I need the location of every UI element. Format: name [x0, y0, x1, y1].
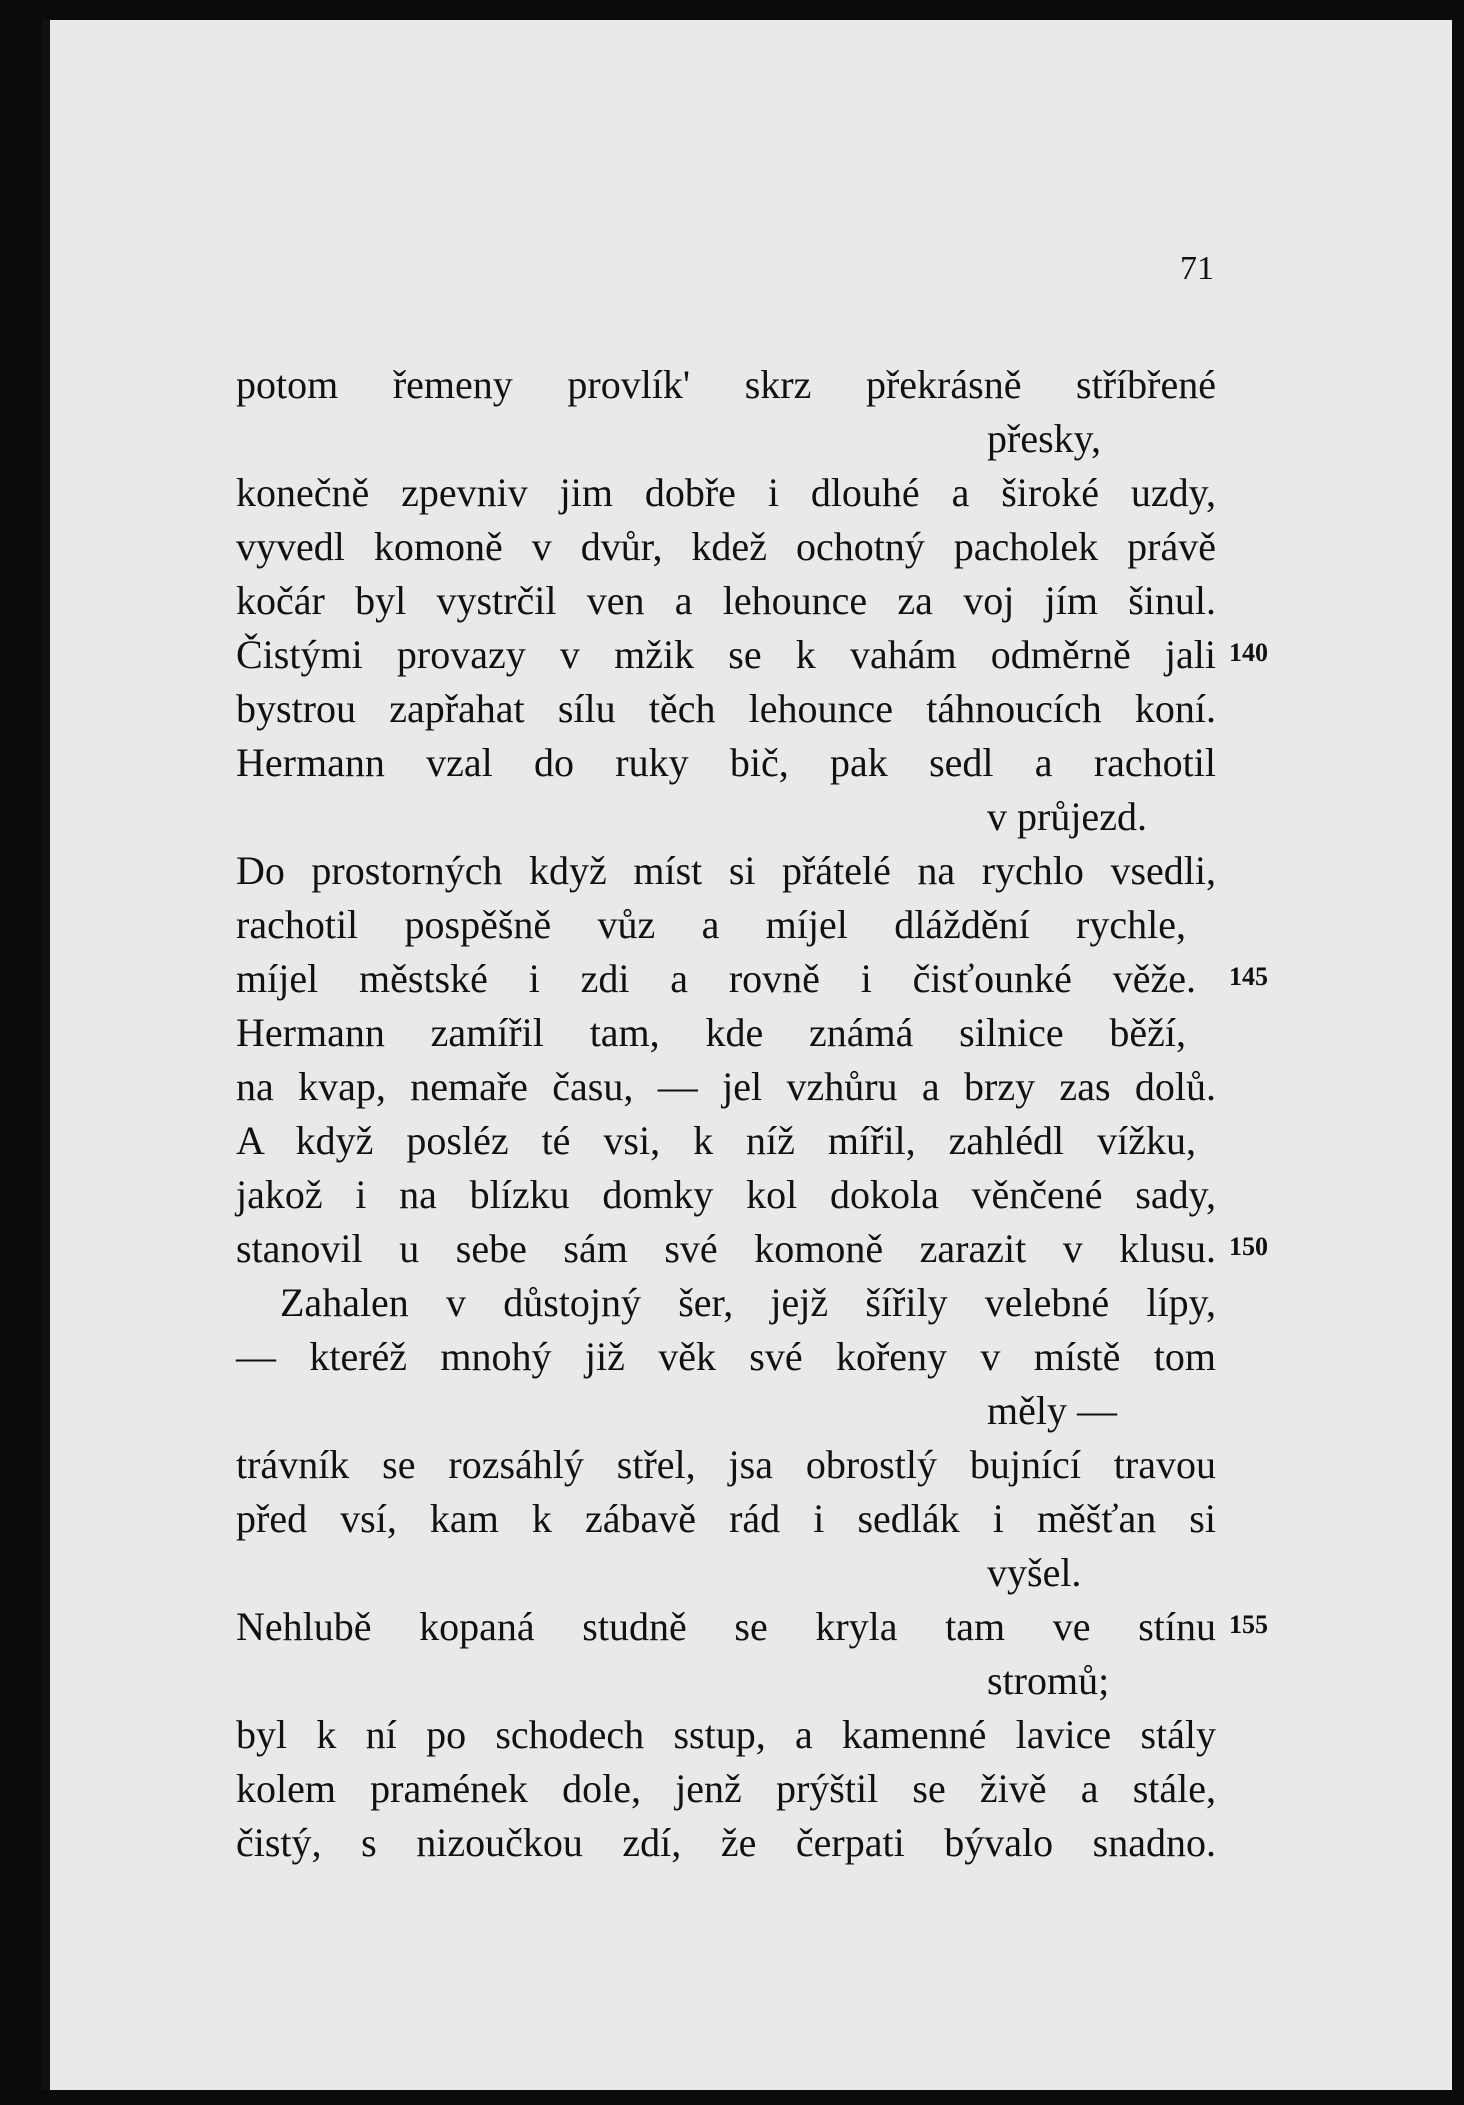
poem-line: Nehlubě kopaná studně se kryla tam ve stínu	[236, 1604, 1216, 1649]
poem-line: byl k ní po schodech sstup, a kamenné lavice stály	[236, 1712, 1216, 1757]
poem-line: — kteréž mnohý již věk své kořeny v místě tom	[236, 1334, 1216, 1379]
verse-number: 155	[1229, 1610, 1268, 1639]
poem-line: kočár byl vystrčil ven a lehounce za voj jím šinul.	[236, 578, 1216, 623]
poem-line: A když posléz té vsi, k níž mířil, zahlédl vížku,	[236, 1118, 1196, 1163]
poem-line: konečně zpevniv jim dobře i dlouhé a široké uzdy,	[236, 470, 1216, 515]
poem-line-continuation: v průjezd.	[987, 794, 1147, 839]
poem-line: Hermann vzal do ruky bič, pak sedl a rachotil	[236, 740, 1216, 785]
page-number: 71	[1180, 250, 1214, 287]
page-spine	[42, 20, 50, 2090]
poem-line-continuation: přesky,	[987, 416, 1102, 461]
poem-line: Hermann zamířil tam, kde známá silnice běží,	[236, 1010, 1186, 1055]
poem-line: kolem pramének dole, jenž prýštil se živě a stále,	[236, 1766, 1216, 1811]
poem-line: míjel městské i zdi a rovně i čisťounké věže.	[236, 956, 1196, 1001]
poem-line: Čistými provazy v mžik se k vahám odměrně jali	[236, 632, 1216, 677]
poem-line: vyvedl komoně v dvůr, kdež ochotný pacholek právě	[236, 524, 1216, 569]
poem-line: čistý, s nizoučkou zdí, že čerpati bývalo snadno.	[236, 1820, 1216, 1865]
verse-number: 145	[1229, 962, 1268, 991]
poem-line: stanovil u sebe sám své komoně zarazit v klusu.	[236, 1226, 1216, 1271]
poem-line: rachotil pospěšně vůz a míjel dláždění rychle,	[236, 902, 1186, 947]
poem-line: jakož i na blízku domky kol dokola věnčené sady,	[236, 1172, 1216, 1217]
poem-line: Do prostorných když míst si přátelé na rychlo vsedli,	[236, 848, 1216, 893]
verse-number: 140	[1229, 638, 1268, 667]
poem-line-continuation: stromů;	[987, 1658, 1110, 1703]
poem-line-continuation: vyšel.	[987, 1550, 1082, 1595]
poem-line: potom řemeny provlík' skrz překrásně stříbřené	[236, 362, 1216, 407]
poem-line: na kvap, nemaře času, — jel vzhůru a brzy zas dolů.	[236, 1064, 1216, 1109]
poem-line: Zahalen v důstojný šer, jejž šířily velebné lípy,	[280, 1280, 1216, 1325]
poem-line-continuation: měly —	[987, 1388, 1117, 1433]
poem-line: trávník se rozsáhlý střel, jsa obrostlý bujnící travou	[236, 1442, 1216, 1487]
verse-number: 150	[1229, 1232, 1268, 1261]
book-page	[42, 20, 1452, 2090]
poem-line: bystrou zapřahat sílu těch lehounce táhnoucích koní.	[236, 686, 1216, 731]
poem-line: před vsí, kam k zábavě rád i sedlák i měšťan si	[236, 1496, 1216, 1541]
